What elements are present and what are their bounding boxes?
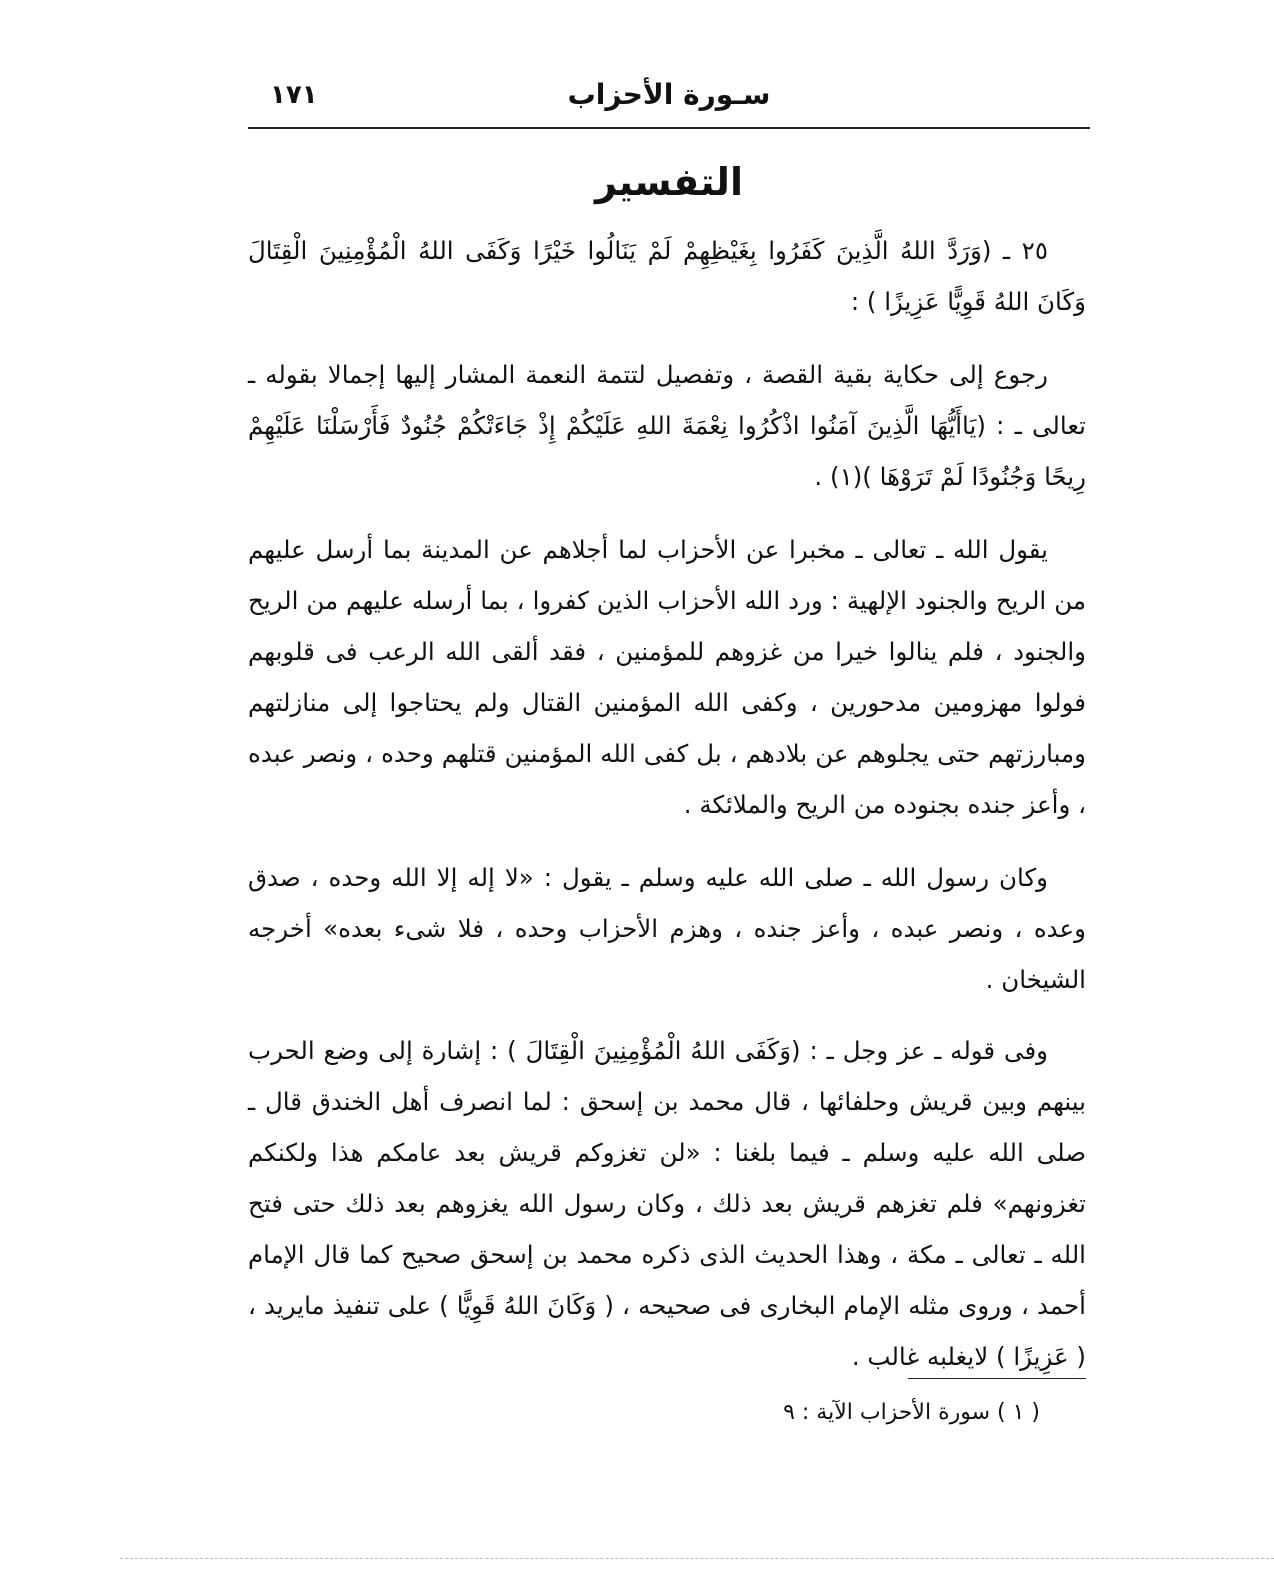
commentary-paragraph-2: يقول الله ـ تعالى ـ مخبرا عن الأحزاب لما أجلاهم عن المدينة بما أرسل عليهم من الريح والجنود الإلهية : ورد الله الأحزاب الذين كفروا ، بما أرسله عليهم من الريح والجنود ، فلم ينالوا خيرا من غزوهم للمؤمنين ، فقد ألقى الله الرعب فى قلوبهم فولوا مهزومين مدحورين ، وكفى الله المؤمنين القتال ولم يحتاجوا إلى منازلتهم ومبارزتهم حتى يجلوهم عن بلادهم ، بل كفى الله المؤمنين قتلهم وحده ، ونصر عبده ، وأعز جنده بجنوده من الريح والملائكة . xyxy=(248,535,1086,819)
page-body xyxy=(248,225,1086,1382)
footnote: ( ١ ) سورة الأحزاب الآية : ٩ xyxy=(783,1400,1040,1425)
scan-edge-line xyxy=(120,1558,1274,1559)
page-number: ١٧١ xyxy=(270,80,318,110)
commentary-paragraph-3: وكان رسول الله ـ صلى الله عليه وسلم ـ يقول : «لا إله إلا الله وحده ، صدق وعده ، ونصر عبده ، وأعز جنده ، وهزم الأحزاب وحده ، فلا شىء بعده» أخرجه الشيخان . xyxy=(248,863,1086,994)
page-header xyxy=(248,78,1090,128)
commentary-paragraph-1: رجوع إلى حكاية بقية القصة ، وتفصيل لتتمة النعمة المشار إليها إجمالا بقوله ـ تعالى ـ : (يَاأَيُّهَا الَّذِينَ آمَنُوا اذْكُرُوا نِعْمَةَ اللهِ عَلَيْكُمْ إِذْ جَاءَتْكُمْ جُنُودٌ فَأَرْسَلْنَا عَلَيْهِمْ رِيحًا وَجُنُودًا لَمْ تَرَوْهَا )(١) . xyxy=(248,360,1086,491)
footnote-divider xyxy=(908,1378,1086,1379)
header-divider xyxy=(248,127,1090,129)
commentary-paragraph-4: وفى قوله ـ عز وجل ـ : (وَكَفَى اللهُ الْمُؤْمِنِينَ الْقِتَالَ ) : إشارة إلى وضع الحرب بينهم وبين قريش وحلفائها ، قال محمد بن إسحق : لما انصرف أهل الخندق قال ـ صلى الله عليه وسلم ـ فيما بلغنا : «لن تغزوكم قريش بعد عامكم هذا ولكنكم تغزونهم» فلم تغزهم قريش بعد ذلك ، وكان رسول الله يغزوهم بعد ذلك حتى فتح الله ـ تعالى ـ مكة ، وهذا الحديث الذى ذكره محمد بن إسحق صحيح كما قال الإمام أحمد ، وروى مثله الإمام البخارى فى صحيحه ، ( وَكَانَ اللهُ قَوِيًّا ) على تنفيذ مايريد ، ( عَزِيزًا ) لايغلبه غالب . xyxy=(248,1036,1086,1371)
surah-title: سـورة الأحزاب xyxy=(567,78,771,111)
section-title: التفسير xyxy=(595,160,743,204)
verse-paragraph: ٢٥ ـ (وَرَدَّ اللهُ الَّذِينَ كَفَرُوا بِغَيْظِهِمْ لَمْ يَنَالُوا خَيْرًا وَكَفَى اللهُ الْمُؤْمِنِينَ الْقِتَالَ وَكَانَ اللهُ قَوِيًّا عَزِيزًا ) : xyxy=(248,236,1086,316)
